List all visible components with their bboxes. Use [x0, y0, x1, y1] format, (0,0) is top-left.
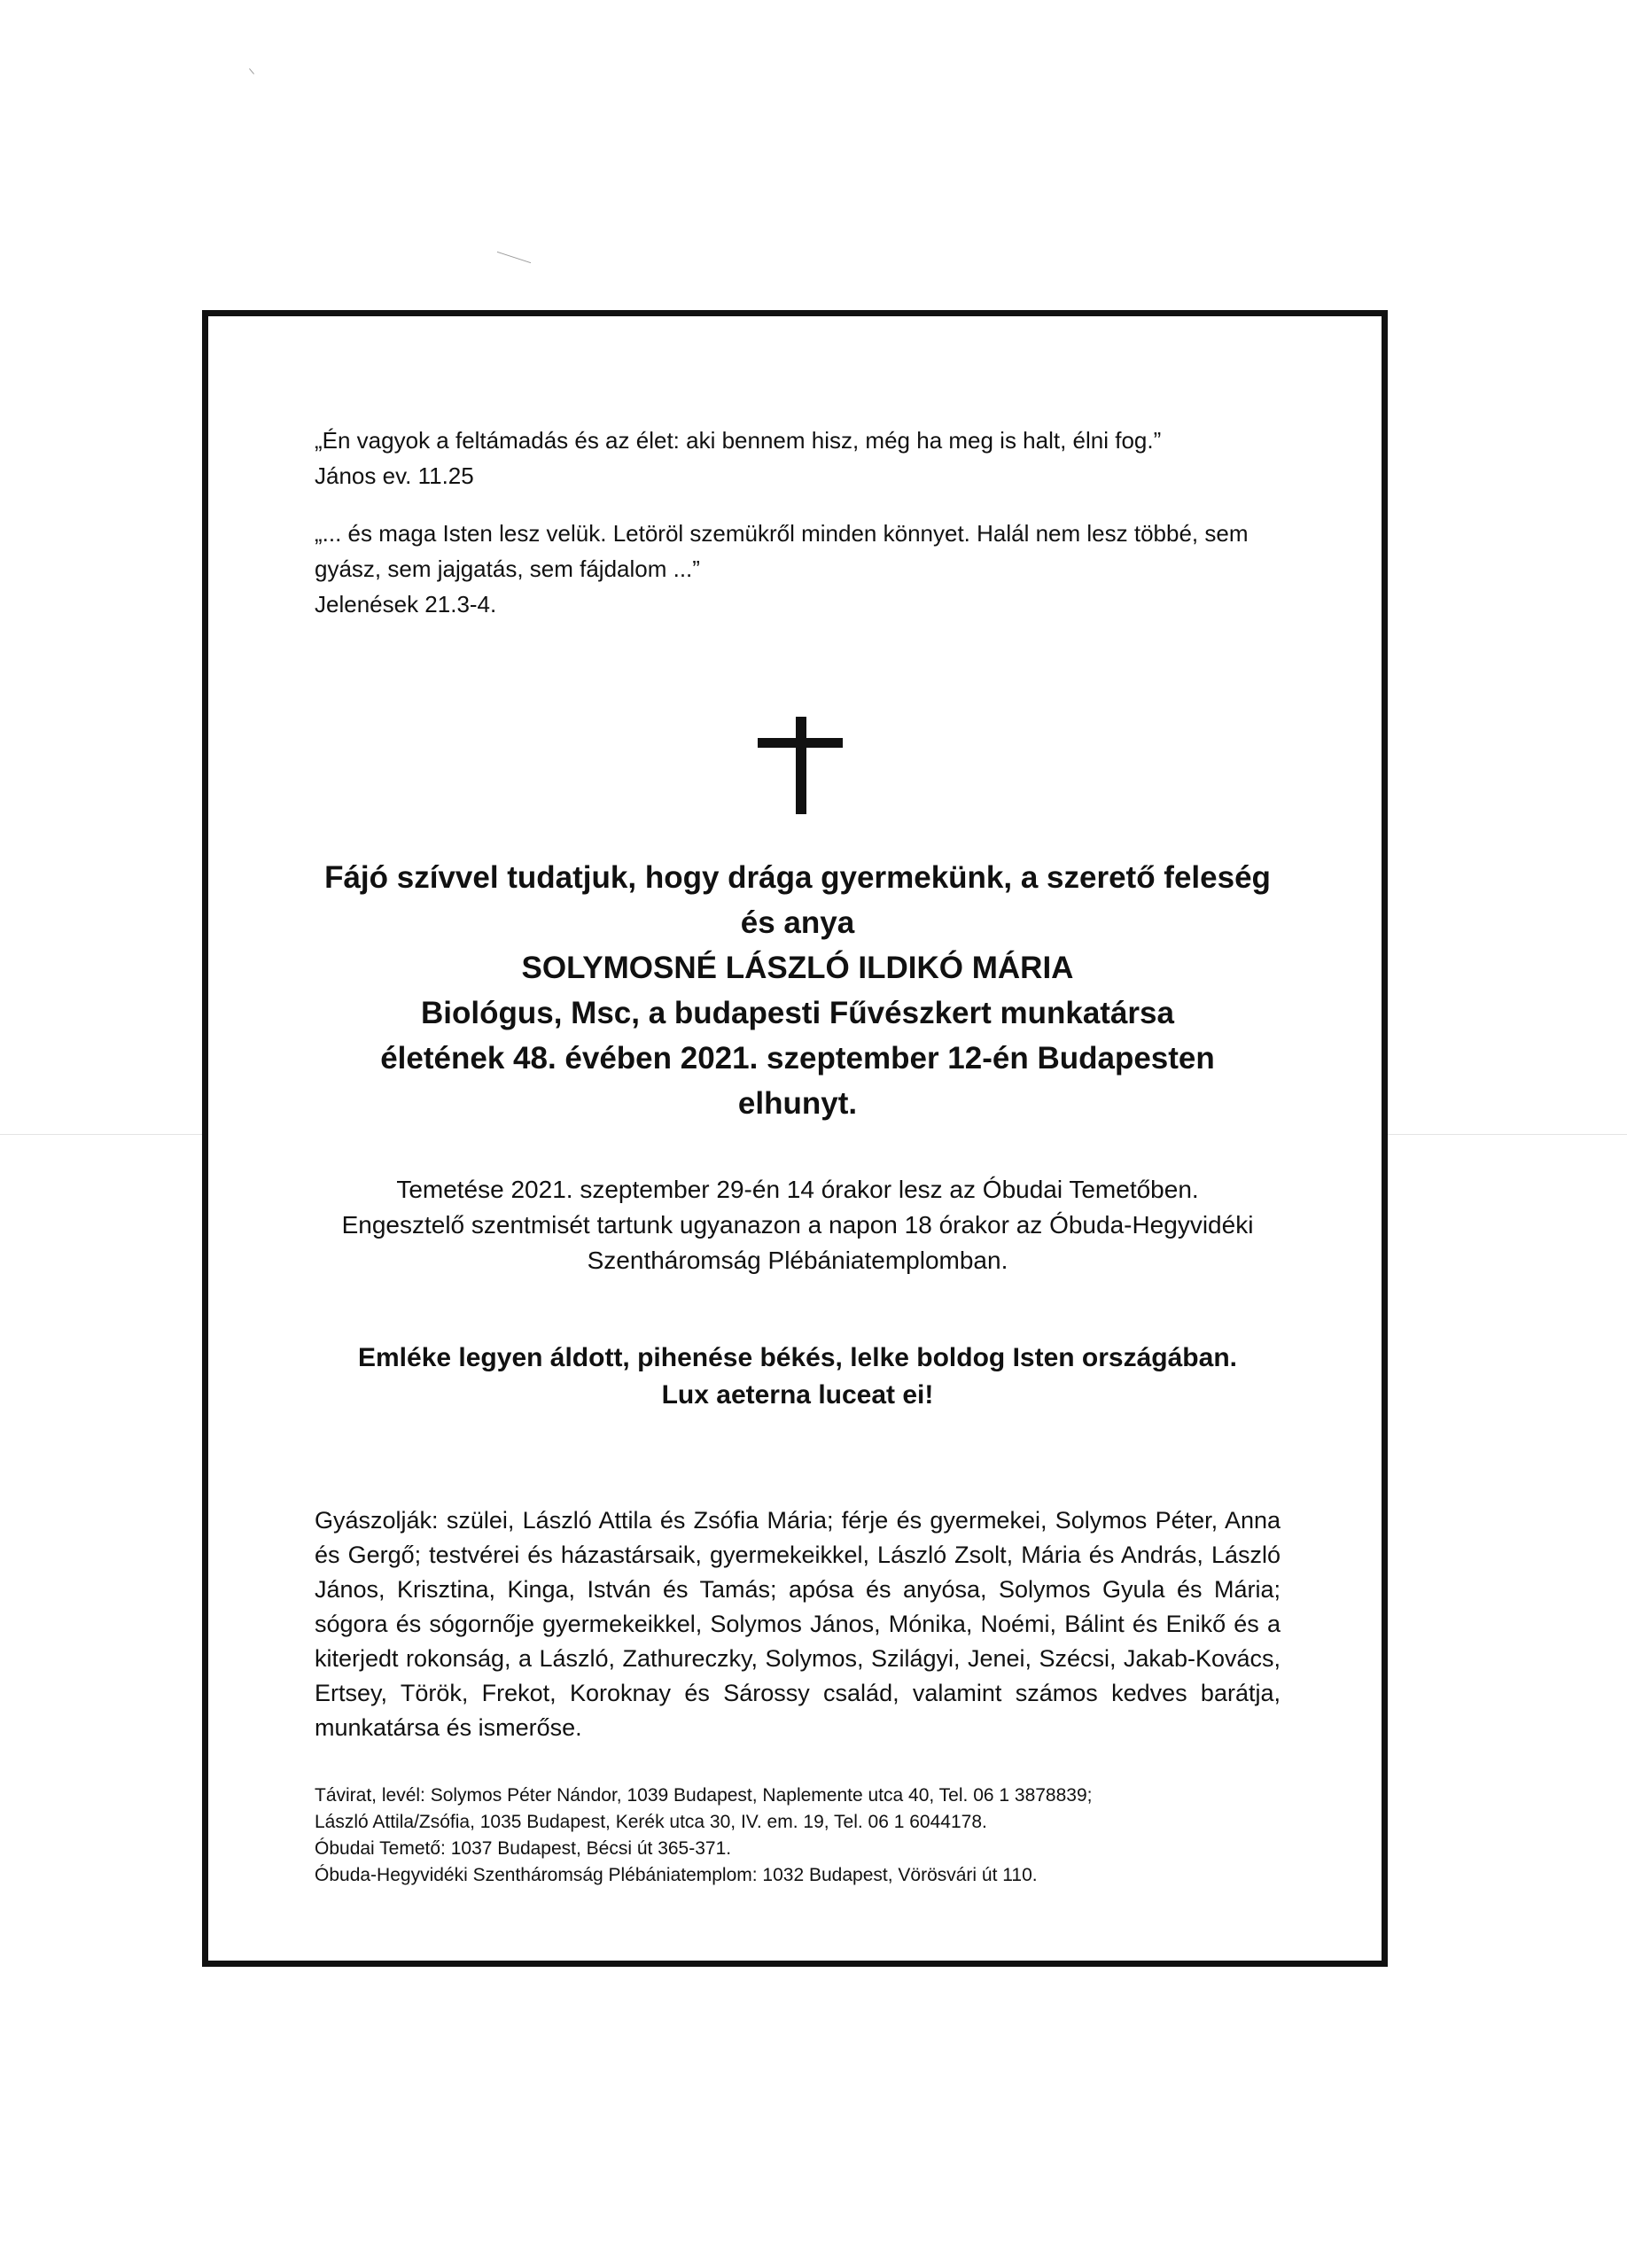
quote-source: Jelenések 21.3-4.: [315, 591, 497, 617]
scan-artifact: [497, 252, 531, 263]
bible-quote-john: [315, 423, 1316, 493]
scan-artifact: [249, 68, 254, 74]
contact-info: [315, 1783, 1289, 1889]
blessing-line: Emléke legyen áldott, pihenése békés, lelke boldog Isten országában.: [358, 1343, 1237, 1372]
bible-quote-revelation: [315, 516, 1316, 622]
quote-line: gyász, sem jajgatás, sem fájdalom ...”: [315, 555, 700, 582]
cross-vertical-bar: [796, 717, 806, 814]
funeral-line: Szentháromság Plébániatemplomban.: [587, 1247, 1008, 1274]
contact-line: László Attila/Zsófia, 1035 Budapest, Kerék utca 30, IV. em. 19, Tel. 06 1 6044178.: [315, 1812, 987, 1832]
quote-source: János ev. 11.25: [315, 462, 474, 489]
deceased-name: SOLYMOSNÉ LÁSZLÓ ILDIKÓ MÁRIA: [521, 951, 1074, 985]
announcement-line: Fájó szívvel tudatjuk, hogy drága gyermekünk, a szerető feleség: [324, 860, 1271, 895]
announcement-line: elhunyt.: [737, 1086, 858, 1121]
cross-horizontal-bar: [758, 738, 843, 748]
funeral-line: Engesztelő szentmisét tartunk ugyanazon a napon 18 órakor az Óbuda-Hegyvidéki: [341, 1211, 1254, 1239]
death-date-line: életének 48. évében 2021. szeptember 12-én Budapesten: [380, 1041, 1215, 1076]
announcement-line: és anya: [740, 905, 855, 940]
deceased-profession: Biológus, Msc, a budapesti Fűvészkert munkatársa: [421, 996, 1174, 1030]
funeral-details: [261, 1172, 1334, 1278]
scan-artifact: [0, 1134, 202, 1135]
death-announcement: [261, 855, 1334, 1126]
contact-line: Óbudai Temető: 1037 Budapest, Bécsi út 365-371.: [315, 1838, 732, 1859]
contact-line: Óbuda-Hegyvidéki Szentháromság Plébániatemplom: 1032 Budapest, Vörösvári út 110.: [315, 1865, 1038, 1885]
blessing: [261, 1340, 1334, 1414]
scan-artifact: [1388, 1134, 1627, 1135]
blessing-line: Lux aeterna luceat ei!: [661, 1380, 934, 1410]
quote-line: „... és maga Isten lesz velük. Letöröl szemükről minden könnyet. Halál nem lesz többé, sem: [315, 520, 1249, 547]
obituary-frame: [202, 310, 1388, 1967]
latin-cross-icon: [758, 717, 843, 814]
mourners-list: Gyászolják: szülei, László Attila és Zsófia Mária; férje és gyermekei, Solymos Péter, Anna és Gergő; testvérei és házastársaik, gyermekeikkel, László Zsolt, Mária és András, László János, Krisztina, Kinga, István és Tamás; apósa és anyósa, Solymos Gyula és Mária; sógora és sógornője gyermekeikkel, Solymos János, Mónika, Noémi, Bálint és Enikő és a kiterjedt rokonság, a László, Zathureczky, Solymos, Szilágyi, Jenei, Szécsi, Jakab-Kovács, Ertsey, Török, Frekot, Koroknay és Sárossy család, valamint számos kedves barátja, munkatársa és ismerőse.: [315, 1507, 1281, 1741]
funeral-line: Temetése 2021. szeptember 29-én 14 órakor lesz az Óbudai Temetőben.: [396, 1176, 1199, 1203]
quote-line: „Én vagyok a feltámadás és az élet: aki bennem hisz, még ha meg is halt, élni fog.”: [315, 427, 1162, 454]
contact-line: Távirat, levél: Solymos Péter Nándor, 1039 Budapest, Naplemente utca 40, Tel. 06 1 3878839;: [315, 1785, 1093, 1806]
